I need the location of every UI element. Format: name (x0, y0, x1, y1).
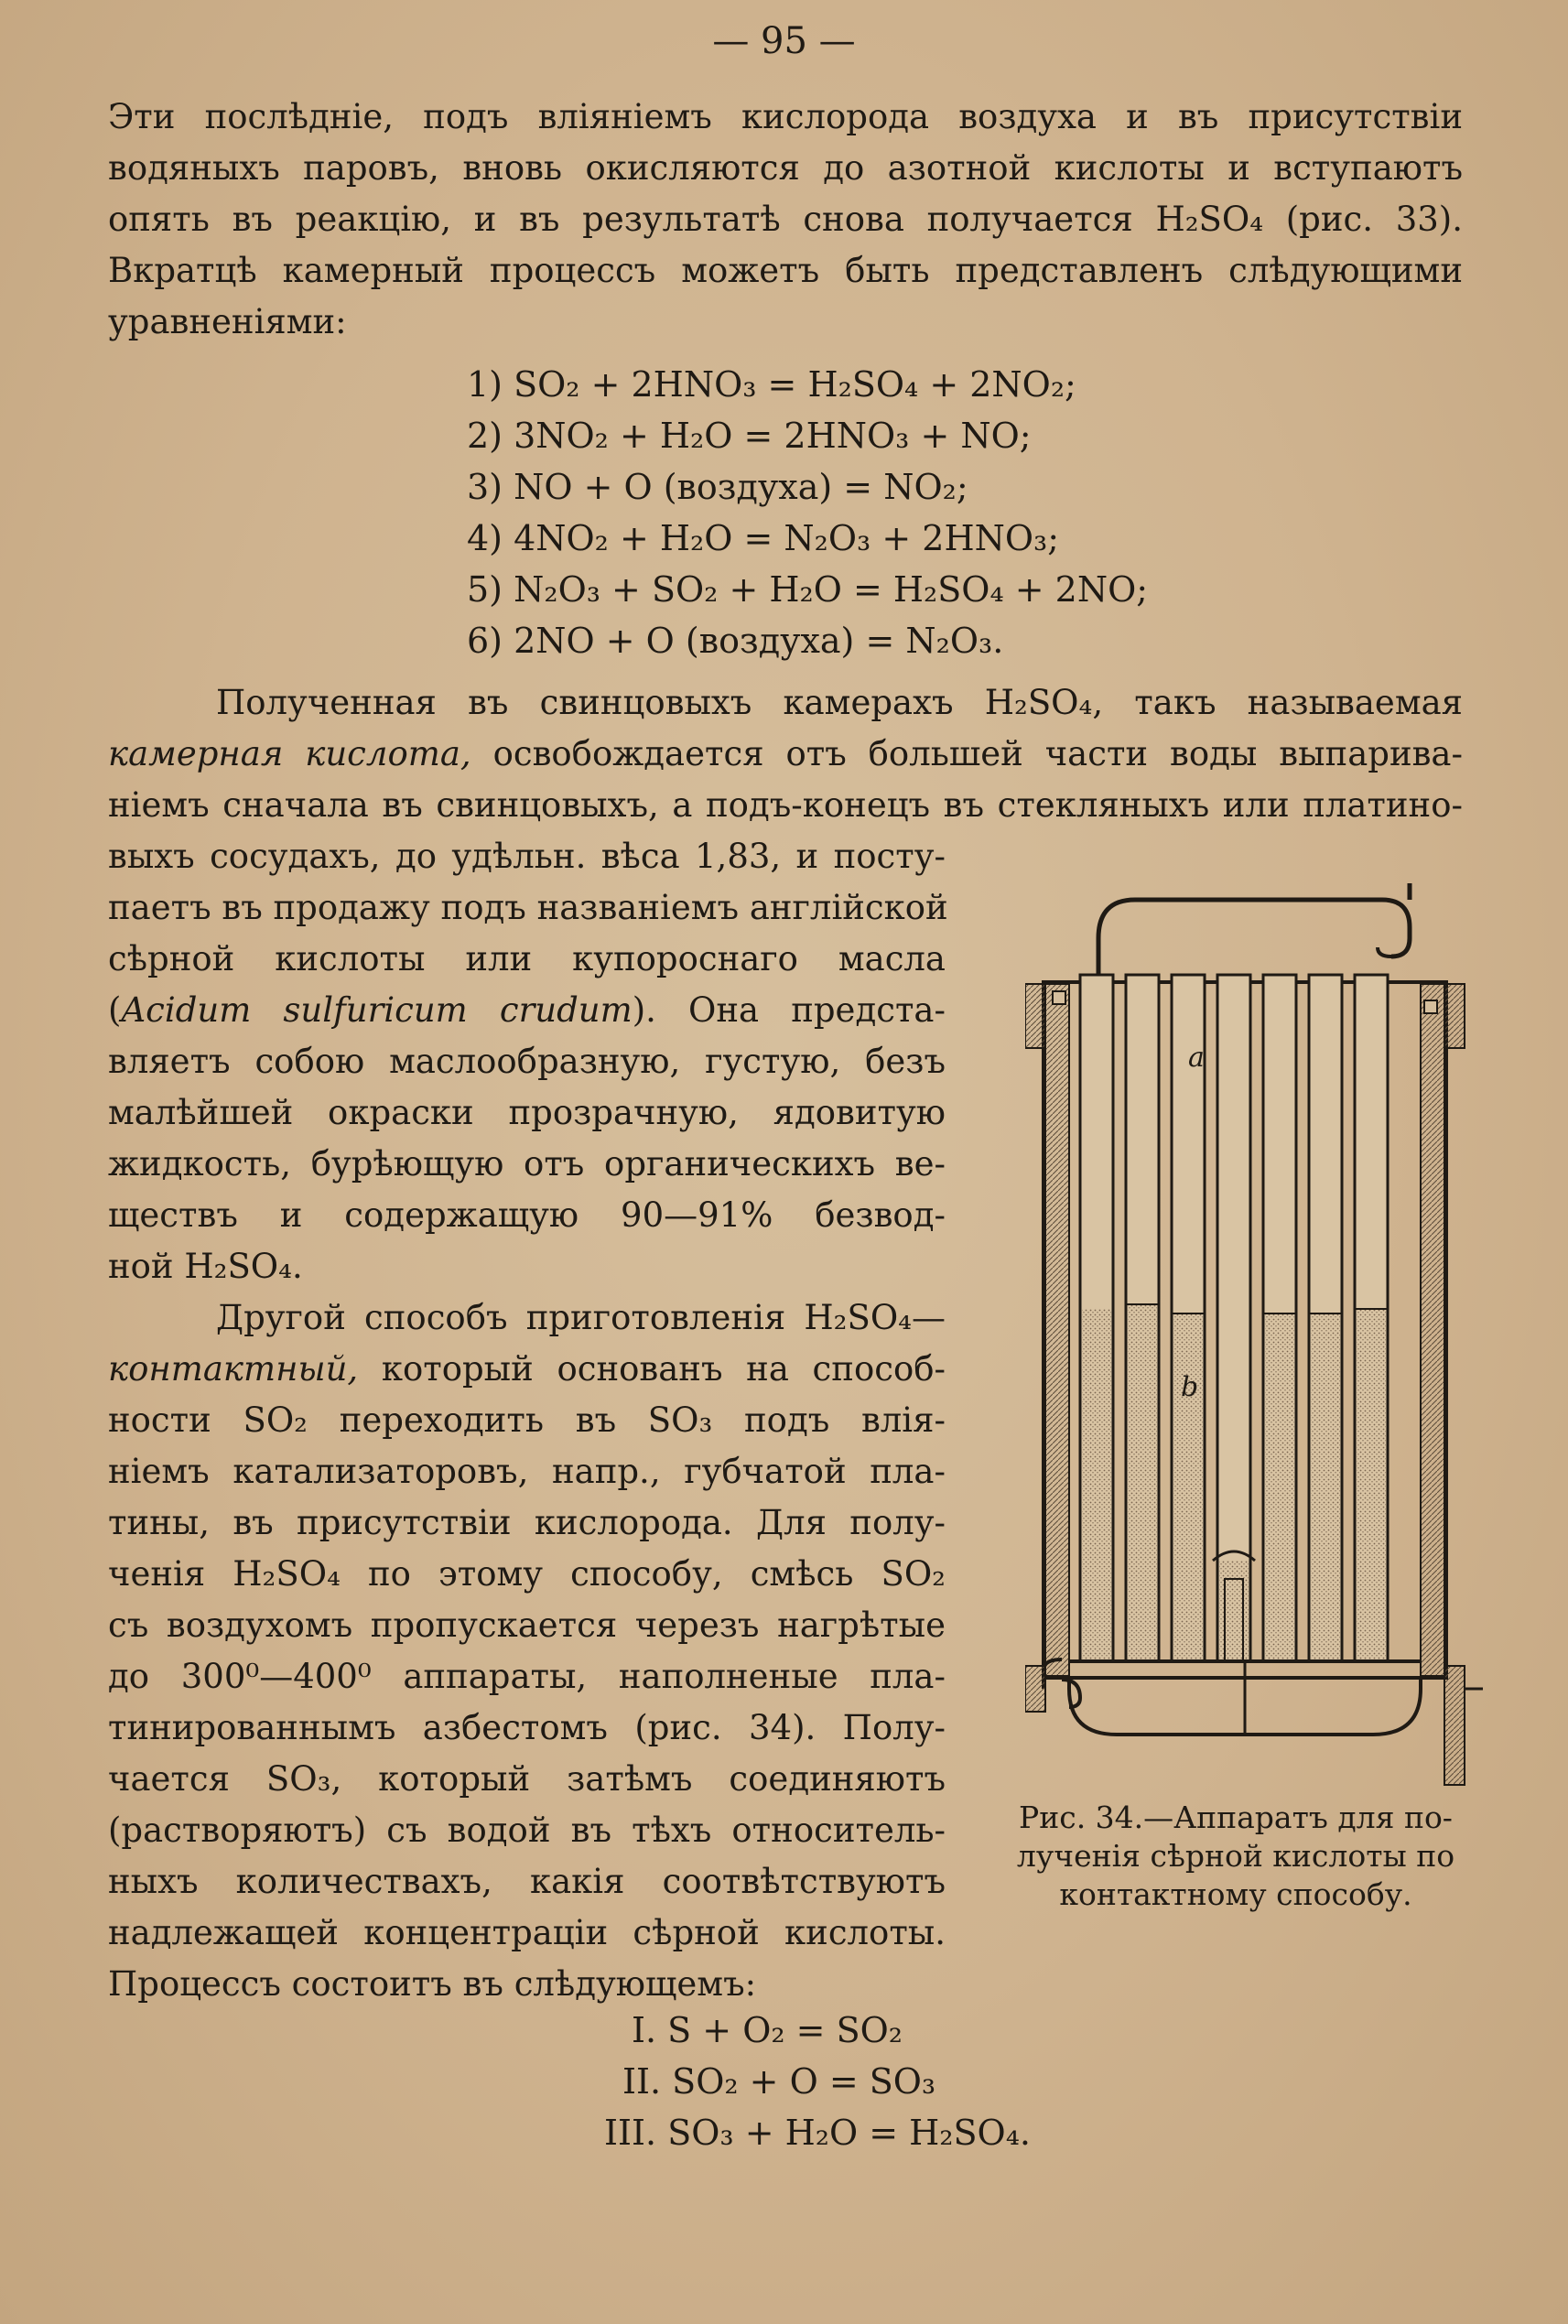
equation: 5) N₂O₃ + SO₂ + H₂O = H₂SO₄ + 2NO; (467, 569, 1149, 610)
contact-apparatus-figure (1025, 883, 1483, 1789)
page-number: — 95 — (712, 20, 856, 62)
equation: II. SO₂ + O = SO₃ (622, 2061, 936, 2102)
equation: 4) 4NO₂ + H₂O = N₂O₃ + 2HNO₃; (467, 518, 1060, 558)
text-line: ніемъ сначала въ свинцовыхъ, а подъ-конецъ въ стекляныхъ или платино- (108, 785, 1463, 825)
chamber-acid-term: камерная кислота, (108, 734, 471, 773)
text-line: вляетъ собою маслообразную, густую, безъ (108, 1042, 946, 1081)
equation: 1) SO₂ + 2HNO₃ = H₂SO₄ + 2NO₂; (467, 364, 1076, 405)
text-run: ( (108, 990, 122, 1030)
text-line: (растворяютъ) съ водой въ тѣхъ относитель- (108, 1811, 946, 1850)
text-line: тины, въ присутствіи кислорода. Для полу- (108, 1503, 946, 1542)
chamber-acid-paragraph (108, 677, 1463, 831)
text-line: тинированнымъ азбестомъ (рис. 34). Полу- (108, 1708, 946, 1747)
text-line: ченія H₂SO₄ по этому способу, смѣсь SO₂ (108, 1554, 946, 1594)
text-line (108, 985, 946, 1036)
equation: III. SO₃ + H₂O = H₂SO₄. (604, 2113, 1032, 2153)
text-line: уравненіями: (108, 302, 347, 341)
text-line: ной H₂SO₄. (108, 1247, 303, 1286)
text-line: ности SO₂ переходить въ SO₃ подъ влія- (108, 1400, 946, 1440)
intro-paragraph (108, 92, 1463, 348)
text-line: Другой способъ приготовленія H₂SO₄— (216, 1298, 946, 1337)
text-line: опять въ реакцію, и въ результатѣ снова получается H₂SO₄ (рис. 33). (108, 200, 1463, 239)
text-line: Полученная въ свинцовыхъ камерахъ H₂SO₄, такъ называемая (216, 683, 1463, 722)
contact-process-equations (604, 2005, 1031, 2158)
caption-line: лученія сѣрной кислоты по (1016, 1838, 1455, 1874)
text-line (108, 729, 1463, 780)
text-line: до 300⁰—400⁰ аппараты, наполненые пла- (108, 1657, 946, 1696)
text-line: ніемъ катализаторовъ, напр., губчатой пла- (108, 1452, 946, 1491)
text-line: жидкость, бурѣющую отъ органическихъ ве- (108, 1144, 946, 1184)
text-line: ществъ и содержащую 90—91% безвод- (108, 1195, 946, 1235)
equation: I. S + O₂ = SO₂ (632, 2010, 903, 2050)
text-line: выхъ сосудахъ, до удѣльн. вѣса 1,83, и посту- (108, 837, 946, 876)
caption-line: контактному способу. (1059, 1876, 1412, 1912)
text-line: надлежащей концентраціи сѣрной кислоты. (108, 1913, 946, 1952)
figure-label-a: a (1188, 1042, 1205, 1074)
text-line: водяныхъ паровъ, вновь окисляются до азотной кислоты и вступаютъ (108, 148, 1463, 188)
equation: 3) NO + O (воздуха) = NO₂; (467, 467, 968, 507)
figure-label-b: b (1181, 1371, 1199, 1403)
text-line: съ воздухомъ пропускается черезъ нагрѣтые (108, 1605, 946, 1645)
equation: 2) 3NO₂ + H₂O = 2HNO₃ + NO; (467, 416, 1032, 456)
text-line: чается SO₃, который затѣмъ соединяютъ (108, 1759, 946, 1799)
text-line: малѣйшей окраски прозрачную, ядовитую (108, 1093, 946, 1132)
text-run: ). Она предста- (632, 990, 946, 1030)
text-line: Вкратцѣ камерный процессъ можетъ быть представленъ слѣдующими (108, 251, 1463, 290)
contact-method-term: контактный, (108, 1349, 359, 1389)
equation: 6) 2NO + O (воздуха) = N₂O₃. (467, 621, 1004, 661)
figure-caption (979, 1799, 1492, 1914)
text-run: который основанъ на способ- (358, 1349, 946, 1389)
text-line (108, 1344, 946, 1395)
chamber-process-equations (467, 359, 1148, 666)
text-line: сѣрной кислоты или купороснаго масла (108, 939, 946, 978)
text-line: Эти послѣдніе, подъ вліяніемъ кислорода воздуха и въ присутствіи (108, 97, 1463, 136)
text-line: Процессъ состоитъ въ слѣдующемъ: (108, 1964, 757, 2004)
caption-line: Рис. 34.—Аппаратъ для по- (1019, 1800, 1453, 1835)
text-line: паетъ въ продажу подъ названіемъ англійской (108, 888, 948, 927)
text-line: ныхъ количествахъ, какія соотвѣтствуютъ (108, 1862, 946, 1901)
text-run: освобождается отъ большей части воды выпарива- (470, 734, 1463, 773)
latin-name: Acidum sulfuricum crudum (121, 990, 633, 1030)
text-column (108, 831, 946, 2010)
